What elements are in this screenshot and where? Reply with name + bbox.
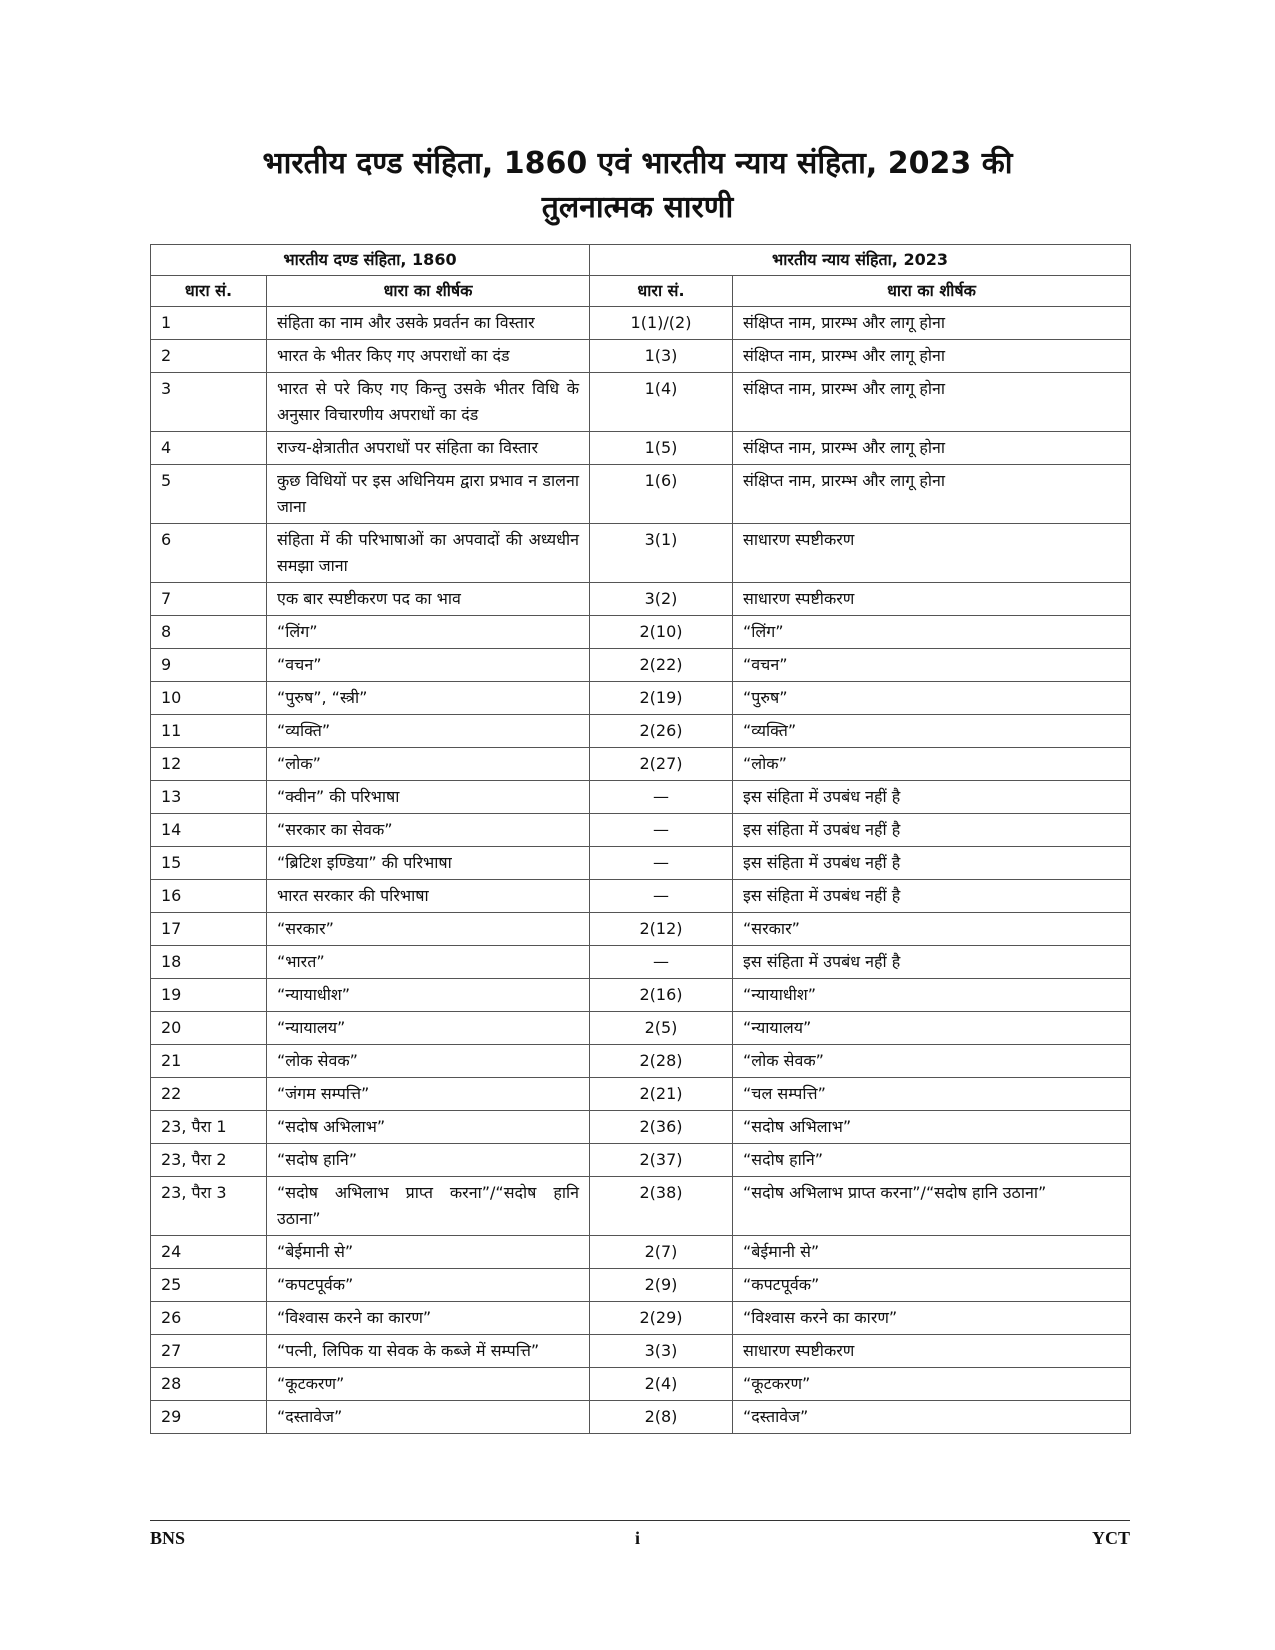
footer-left-label: BNS [150,1528,186,1548]
table-row [151,913,1131,946]
ipc-section-cell: 3 [151,373,267,432]
ipc-title-cell: भारत सरकार की परिभाषा [267,880,590,913]
column-header-bns-section: धारा सं. [590,276,733,307]
ipc-title-cell: “बेईमानी से” [267,1236,590,1269]
ipc-title-cell: भारत से परे किए गए किन्तु उसके भीतर विधि के अनुसार विचारणीय अपराधों का दंड [267,373,590,432]
bns-section-cell: — [590,946,733,979]
bns-title-cell: “पुरुष” [733,682,1131,715]
table-row [151,682,1131,715]
bns-section-cell: — [590,880,733,913]
bns-title-cell: “वचन” [733,649,1131,682]
bns-title-cell: “न्यायालय” [733,1012,1131,1045]
ipc-title-cell: “सरकार” [267,913,590,946]
ipc-section-cell: 20 [151,1012,267,1045]
ipc-title-cell: भारत के भीतर किए गए अपराधों का दंड [267,340,590,373]
table-row [151,946,1131,979]
column-header-row [151,276,1131,307]
table-row [151,1078,1131,1111]
ipc-section-cell: 22 [151,1078,267,1111]
ipc-section-cell: 19 [151,979,267,1012]
bns-section-cell: — [590,814,733,847]
group-header-bns: भारतीय न्याय संहिता, 2023 [590,245,1131,276]
ipc-title-cell: “दस्तावेज” [267,1401,590,1434]
column-header-ipc-section: धारा सं. [151,276,267,307]
ipc-title-cell: “लोक” [267,748,590,781]
bns-title-cell: इस संहिता में उपबंध नहीं है [733,781,1131,814]
ipc-section-cell: 27 [151,1335,267,1368]
bns-section-cell: 2(8) [590,1401,733,1434]
table-row [151,373,1131,432]
ipc-section-cell: 24 [151,1236,267,1269]
ipc-title-cell: राज्य-क्षेत्रातीत अपराधों पर संहिता का विस्तार [267,432,590,465]
bns-title-cell: “लिंग” [733,616,1131,649]
ipc-section-cell: 15 [151,847,267,880]
bns-section-cell: 2(10) [590,616,733,649]
ipc-title-cell: “विश्वास करने का कारण” [267,1302,590,1335]
bns-title-cell: “विश्वास करने का कारण” [733,1302,1131,1335]
ipc-section-cell: 8 [151,616,267,649]
table-row [151,465,1131,524]
bns-section-cell: 2(9) [590,1269,733,1302]
table-row [151,1236,1131,1269]
bns-section-cell: 2(36) [590,1111,733,1144]
table-row [151,524,1131,583]
bns-section-cell: 2(4) [590,1368,733,1401]
ipc-section-cell: 29 [151,1401,267,1434]
bns-title-cell: इस संहिता में उपबंध नहीं है [733,847,1131,880]
bns-title-cell: संक्षिप्त नाम, प्रारम्भ और लागू होना [733,307,1131,340]
ipc-section-cell: 5 [151,465,267,524]
ipc-section-cell: 11 [151,715,267,748]
bns-title-cell: इस संहिता में उपबंध नहीं है [733,814,1131,847]
bns-section-cell: 2(29) [590,1302,733,1335]
table-row [151,1045,1131,1078]
page-title-line-1: भारतीय दण्ड संहिता, 1860 एवं भारतीय न्याय संहिता, 2023 की [262,146,1013,181]
table-row [151,649,1131,682]
ipc-title-cell: “सरकार का सेवक” [267,814,590,847]
ipc-section-cell: 13 [151,781,267,814]
table-row [151,583,1131,616]
table-row [151,432,1131,465]
ipc-section-cell: 9 [151,649,267,682]
table-row [151,1368,1131,1401]
page-title-line-2: तुलनात्मक सारणी [541,190,734,225]
ipc-section-cell: 6 [151,524,267,583]
bns-section-cell: 2(21) [590,1078,733,1111]
bns-title-cell: “व्यक्ति” [733,715,1131,748]
bns-title-cell: “लोक सेवक” [733,1045,1131,1078]
table-row [151,1177,1131,1236]
ipc-section-cell: 23, पैरा 2 [151,1144,267,1177]
ipc-section-cell: 12 [151,748,267,781]
ipc-section-cell: 1 [151,307,267,340]
bns-section-cell: 2(12) [590,913,733,946]
ipc-title-cell: “न्यायालय” [267,1012,590,1045]
ipc-title-cell: “कपटपूर्वक” [267,1269,590,1302]
table-row [151,880,1131,913]
bns-section-cell: — [590,847,733,880]
bns-title-cell: संक्षिप्त नाम, प्रारम्भ और लागू होना [733,465,1131,524]
comparison-table [150,244,1131,1434]
ipc-title-cell: “क्वीन” की परिभाषा [267,781,590,814]
table-row [151,1269,1131,1302]
column-header-bns-title: धारा का शीर्षक [733,276,1131,307]
table-row [151,1302,1131,1335]
bns-section-cell: 1(3) [590,340,733,373]
table-row [151,781,1131,814]
bns-title-cell: “सदोष हानि” [733,1144,1131,1177]
ipc-section-cell: 2 [151,340,267,373]
bns-section-cell: 2(28) [590,1045,733,1078]
bns-section-cell: 3(3) [590,1335,733,1368]
bns-title-cell: संक्षिप्त नाम, प्रारम्भ और लागू होना [733,373,1131,432]
ipc-title-cell: “सदोष हानि” [267,1144,590,1177]
bns-section-cell: 1(4) [590,373,733,432]
bns-title-cell: इस संहिता में उपबंध नहीं है [733,946,1131,979]
bns-title-cell: संक्षिप्त नाम, प्रारम्भ और लागू होना [733,432,1131,465]
ipc-section-cell: 18 [151,946,267,979]
table-body [151,307,1131,1434]
table-row [151,847,1131,880]
ipc-title-cell: “व्यक्ति” [267,715,590,748]
table-row [151,1335,1131,1368]
ipc-title-cell: एक बार स्पष्टीकरण पद का भाव [267,583,590,616]
ipc-title-cell: “भारत” [267,946,590,979]
ipc-title-cell: संहिता में की परिभाषाओं का अपवादों की अध्यधीन समझा जाना [267,524,590,583]
bns-title-cell: “कपटपूर्वक” [733,1269,1131,1302]
ipc-title-cell: “ब्रिटिश इण्डिया” की परिभाषा [267,847,590,880]
ipc-section-cell: 17 [151,913,267,946]
ipc-section-cell: 14 [151,814,267,847]
ipc-title-cell: “पुरुष”, “स्त्री” [267,682,590,715]
ipc-section-cell: 23, पैरा 1 [151,1111,267,1144]
footer-divider [150,1520,1130,1521]
bns-title-cell: “सदोष अभिलाभ प्राप्त करना”/“सदोष हानि उठाना” [733,1177,1131,1236]
bns-section-cell: 2(7) [590,1236,733,1269]
table-row [151,748,1131,781]
footer-page-number: i [634,1528,640,1548]
table-row [151,979,1131,1012]
bns-section-cell: — [590,781,733,814]
table-row [151,1144,1131,1177]
bns-section-cell: 2(22) [590,649,733,682]
ipc-section-cell: 7 [151,583,267,616]
ipc-title-cell: संहिता का नाम और उसके प्रवर्तन का विस्तार [267,307,590,340]
table-row [151,1012,1131,1045]
bns-section-cell: 3(1) [590,524,733,583]
bns-title-cell: साधारण स्पष्टीकरण [733,1335,1131,1368]
bns-section-cell: 2(5) [590,1012,733,1045]
bns-title-cell: “कूटकरण” [733,1368,1131,1401]
bns-section-cell: 2(19) [590,682,733,715]
bns-section-cell: 2(16) [590,979,733,1012]
bns-title-cell: “बेईमानी से” [733,1236,1131,1269]
bns-section-cell: 2(26) [590,715,733,748]
group-header-row [151,245,1131,276]
ipc-title-cell: “कूटकरण” [267,1368,590,1401]
ipc-title-cell: “न्यायाधीश” [267,979,590,1012]
page-title [0,142,1275,230]
bns-title-cell: इस संहिता में उपबंध नहीं है [733,880,1131,913]
ipc-section-cell: 4 [151,432,267,465]
table-row [151,340,1131,373]
bns-title-cell: “न्यायाधीश” [733,979,1131,1012]
ipc-section-cell: 26 [151,1302,267,1335]
ipc-title-cell: “सदोष अभिलाभ” [267,1111,590,1144]
group-header-ipc: भारतीय दण्ड संहिता, 1860 [151,245,590,276]
ipc-title-cell: “लोक सेवक” [267,1045,590,1078]
bns-section-cell: 2(38) [590,1177,733,1236]
ipc-section-cell: 16 [151,880,267,913]
ipc-title-cell: “पत्नी, लिपिक या सेवक के कब्जे में सम्पत्ति” [267,1335,590,1368]
footer-right-label: YCT [1091,1528,1130,1548]
table-row [151,307,1131,340]
ipc-section-cell: 10 [151,682,267,715]
ipc-section-cell: 28 [151,1368,267,1401]
bns-title-cell: साधारण स्पष्टीकरण [733,583,1131,616]
ipc-section-cell: 23, पैरा 3 [151,1177,267,1236]
bns-title-cell: “लोक” [733,748,1131,781]
bns-section-cell: 1(6) [590,465,733,524]
table-row [151,1401,1131,1434]
ipc-section-cell: 21 [151,1045,267,1078]
bns-title-cell: “सरकार” [733,913,1131,946]
bns-title-cell: साधारण स्पष्टीकरण [733,524,1131,583]
ipc-title-cell: “सदोष अभिलाभ प्राप्त करना”/“सदोष हानि उठाना” [267,1177,590,1236]
bns-section-cell: 2(37) [590,1144,733,1177]
bns-title-cell: “चल सम्पत्ति” [733,1078,1131,1111]
bns-section-cell: 2(27) [590,748,733,781]
bns-title-cell: संक्षिप्त नाम, प्रारम्भ और लागू होना [733,340,1131,373]
bns-title-cell: “दस्तावेज” [733,1401,1131,1434]
ipc-title-cell: “जंगम सम्पत्ति” [267,1078,590,1111]
ipc-title-cell: “लिंग” [267,616,590,649]
table-row [151,1111,1131,1144]
table-row [151,715,1131,748]
bns-section-cell: 3(2) [590,583,733,616]
table-row [151,814,1131,847]
ipc-title-cell: कुछ विधियों पर इस अधिनियम द्वारा प्रभाव न डालना जाना [267,465,590,524]
column-header-ipc-title: धारा का शीर्षक [267,276,590,307]
bns-title-cell: “सदोष अभिलाभ” [733,1111,1131,1144]
ipc-section-cell: 25 [151,1269,267,1302]
table-row [151,616,1131,649]
bns-section-cell: 1(5) [590,432,733,465]
bns-section-cell: 1(1)/(2) [590,307,733,340]
ipc-title-cell: “वचन” [267,649,590,682]
